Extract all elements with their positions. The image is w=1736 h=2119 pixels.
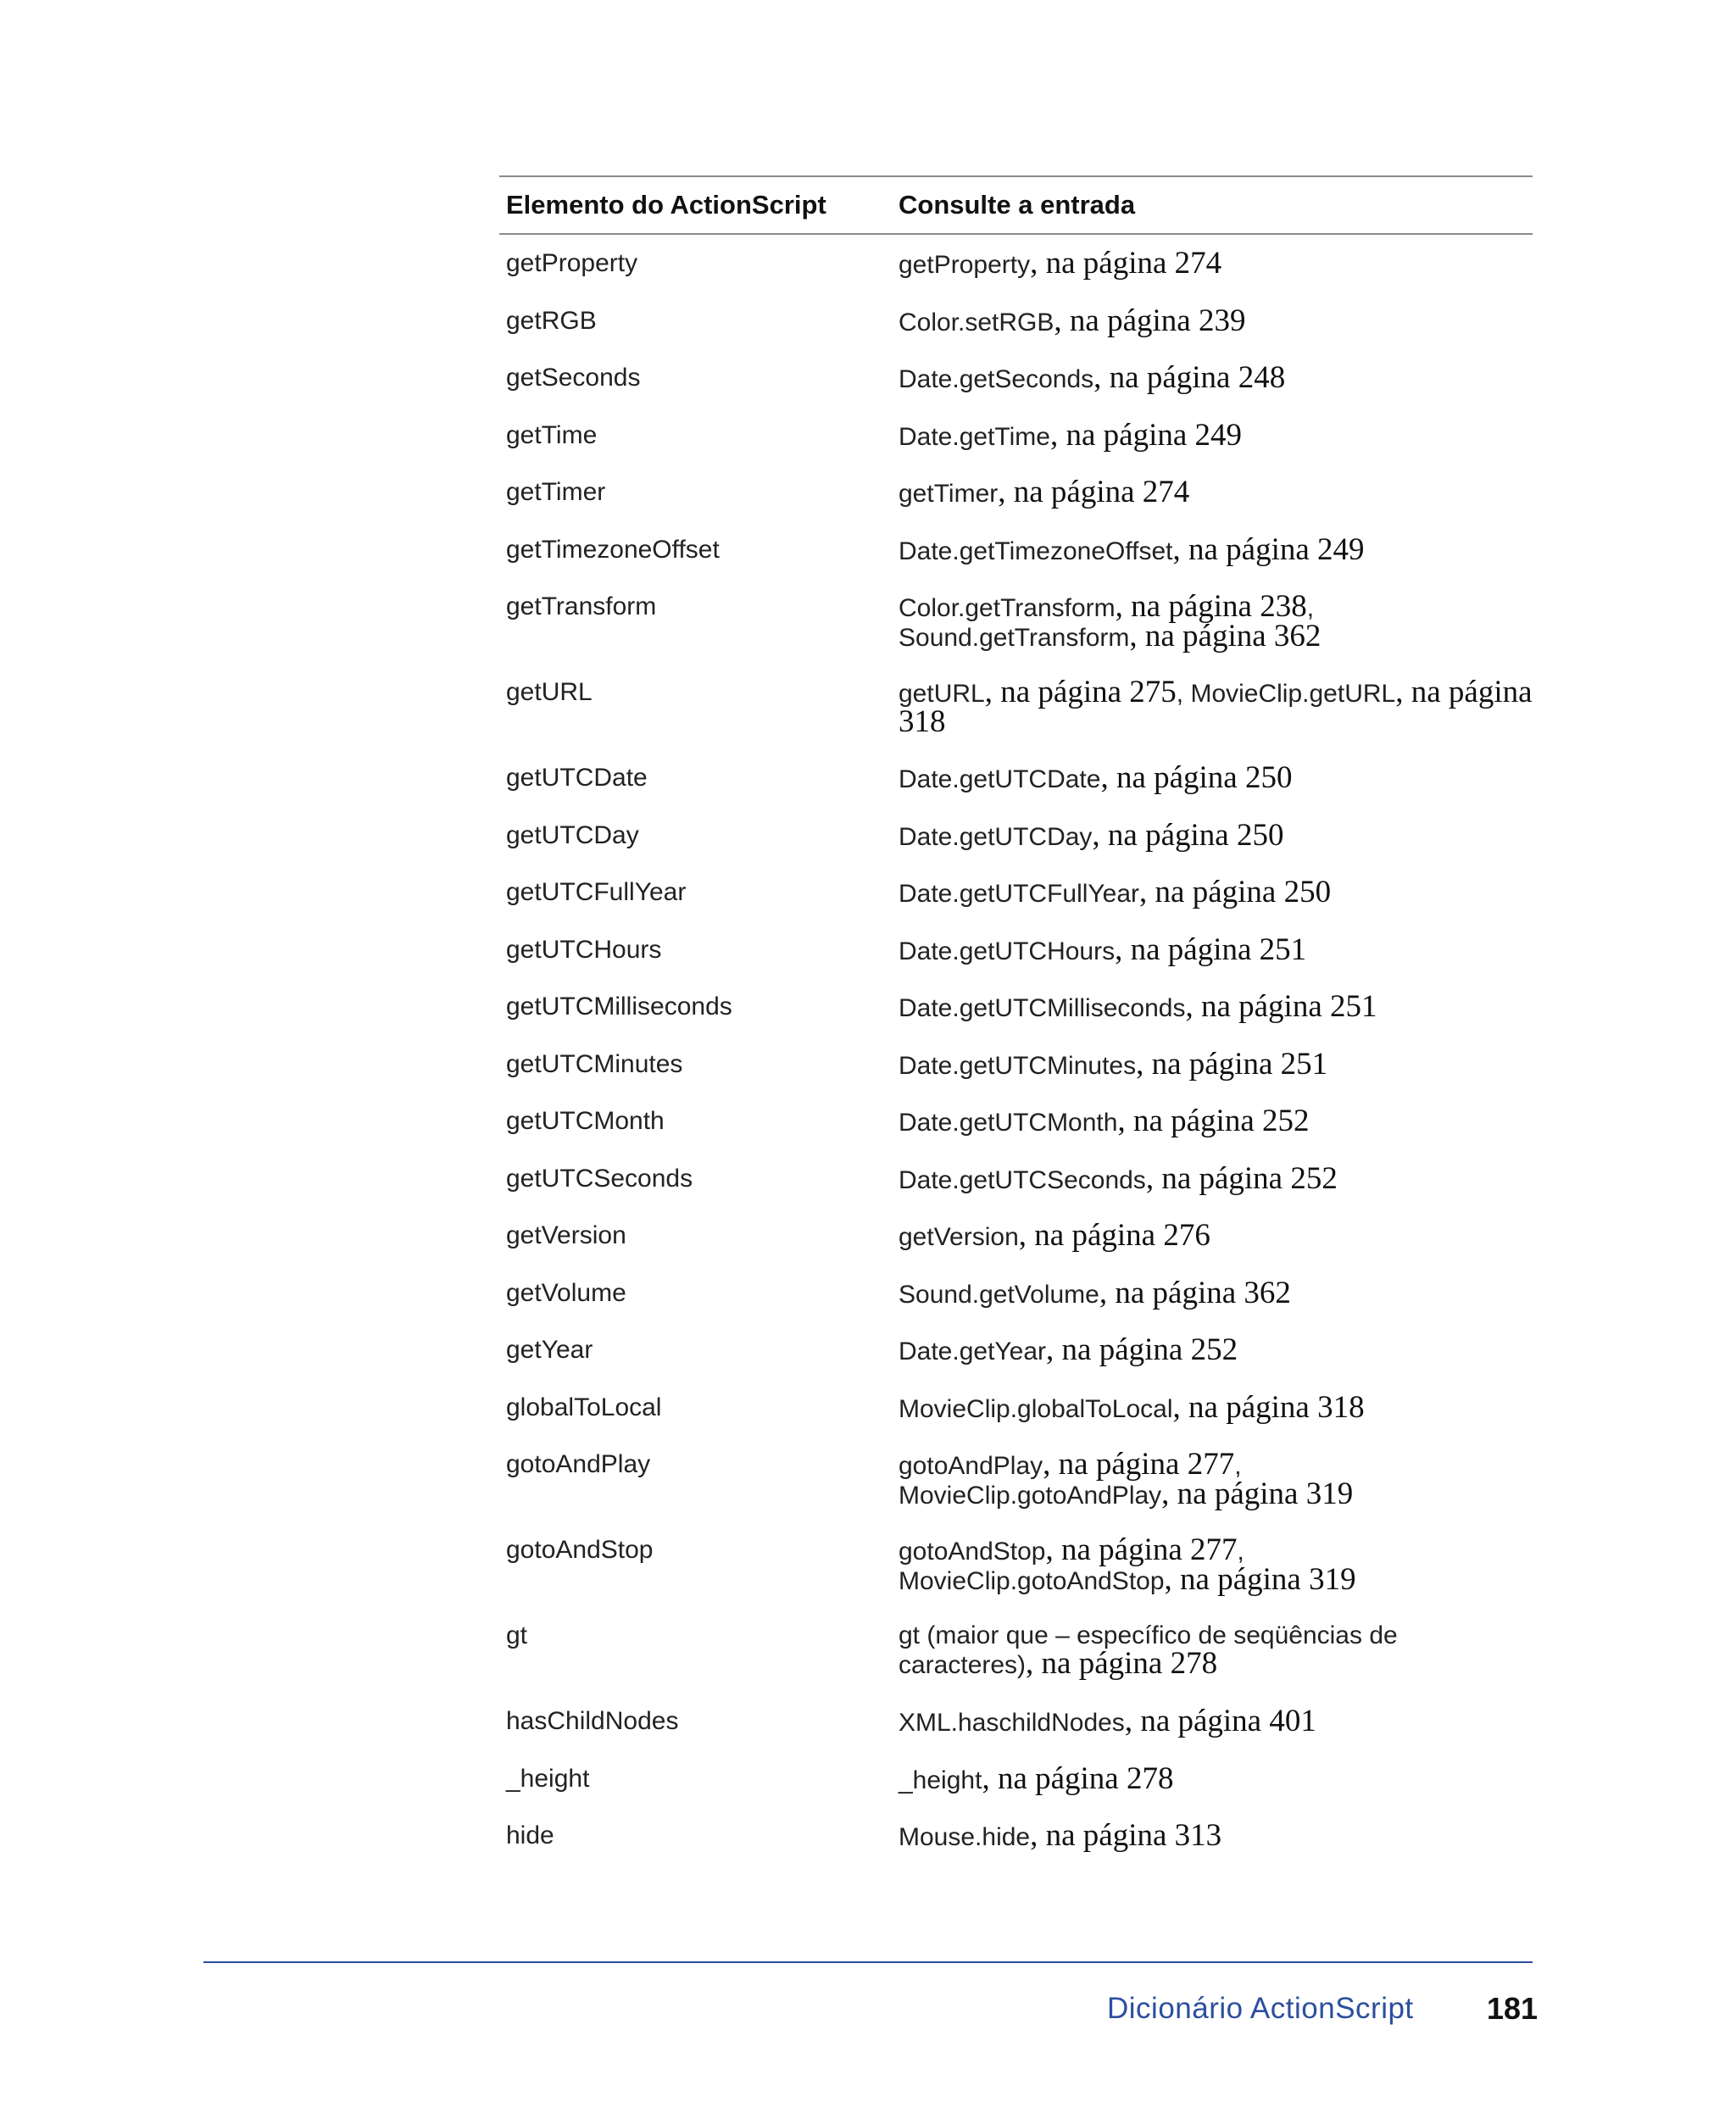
entry-page: , na página 278: [982, 1760, 1174, 1796]
entry-cell: [892, 1389, 1533, 1425]
entry-name: MovieClip.gotoAndPlay: [899, 1482, 1162, 1510]
entry-name: getURL: [899, 680, 985, 708]
entry-name: getProperty: [899, 251, 1031, 279]
table-row: [499, 1321, 1533, 1379]
element-cell: getProperty: [506, 249, 638, 277]
entry-cell: [892, 875, 1533, 909]
entry-page: , na página 239: [1054, 303, 1246, 338]
table-row: [499, 1150, 1533, 1208]
table-row: [499, 1750, 1533, 1808]
element-cell: gotoAndStop: [506, 1536, 654, 1564]
entry-name: MovieClip.gotoAndStop: [899, 1567, 1165, 1595]
entry-name: Date.getUTCHours: [899, 937, 1116, 965]
entry-page: , na página 274: [1030, 246, 1222, 281]
element-cell: getUTCMilliseconds: [506, 993, 732, 1021]
entry-name: getVersion: [899, 1223, 1019, 1251]
entry-name: Date.getTime: [899, 422, 1050, 451]
entry-page: , na página 318: [1172, 1389, 1365, 1425]
table-row: [499, 407, 1533, 464]
entry-cell: [892, 1621, 1533, 1679]
entry-cell: [892, 1275, 1533, 1310]
table-row: [499, 1607, 1533, 1693]
entry-cell: [892, 1532, 1533, 1597]
element-cell: getTransform: [506, 592, 657, 620]
element-cell: getUTCDay: [506, 820, 639, 849]
table-body: [499, 235, 1533, 1865]
table-row: [499, 1807, 1533, 1865]
entry-page: , na página 319: [1161, 1477, 1354, 1511]
table-row: [499, 749, 1533, 807]
entry-name: Date.getUTCFullYear: [899, 880, 1140, 908]
entry-name: Date.getUTCMinutes: [899, 1051, 1137, 1080]
element-cell: _height: [506, 1764, 590, 1793]
entry-name: _height: [899, 1766, 982, 1794]
element-cell: hasChildNodes: [506, 1707, 679, 1735]
entry-name: gotoAndStop: [899, 1538, 1046, 1566]
entry-name: Date.getUTCMilliseconds: [899, 994, 1186, 1022]
entry-page: , na página 401: [1124, 1704, 1316, 1738]
entry-page: , na página 362: [1129, 619, 1321, 653]
entry-name: XML.haschildNodes: [899, 1709, 1125, 1737]
entry-page: , na página 274: [998, 475, 1190, 509]
element-cell: getUTCDate: [506, 764, 648, 792]
entry-page: , na página 251: [1115, 932, 1307, 967]
element-cell: getTimezoneOffset: [506, 535, 720, 564]
entry-cell: [892, 1704, 1533, 1738]
table-row: [499, 349, 1533, 407]
table-row: [499, 1693, 1533, 1750]
entry-name: Date.getTimezoneOffset: [899, 537, 1173, 565]
entry-cell: [892, 360, 1533, 395]
entry-name: Date.getUTCDay: [899, 822, 1093, 851]
page-number: 181: [1487, 1991, 1538, 2026]
entry-page: , na página 251: [1185, 989, 1377, 1024]
entry-name: Date.getSeconds: [899, 365, 1094, 393]
entry-cell: [892, 1160, 1533, 1196]
entry-page: , na página 251: [1136, 1046, 1328, 1082]
entry-cell: [892, 303, 1533, 338]
footer-title: Dicionário ActionScript: [1107, 1992, 1414, 2025]
element-cell: getUTCMonth: [506, 1107, 665, 1135]
entry-cell: [892, 589, 1533, 653]
entry-page: , na página 277: [1045, 1532, 1238, 1567]
entry-cell: [892, 1332, 1533, 1367]
element-cell: getVolume: [506, 1278, 626, 1307]
entry-page: , na página 252: [1117, 1104, 1310, 1138]
entry-page: , na página 250: [1139, 875, 1332, 909]
entry-name: MovieClip.getURL: [1190, 680, 1396, 708]
entry-page: , na página 252: [1145, 1160, 1338, 1196]
entry-cell: [892, 1104, 1533, 1138]
table-row: [499, 292, 1533, 350]
element-cell: getUTCMinutes: [506, 1049, 683, 1078]
entry-page: , na página 276: [1018, 1218, 1210, 1253]
footer-rule: [203, 1961, 1533, 1963]
reference-table: [499, 175, 1533, 1865]
entry-name: MovieClip.globalToLocal: [899, 1394, 1173, 1423]
table-row: [499, 1436, 1533, 1521]
entry-page: , na página 319: [1164, 1562, 1356, 1597]
entry-name: Date.getUTCMonth: [899, 1109, 1118, 1137]
table-row: [499, 1093, 1533, 1150]
table-row: [499, 578, 1533, 664]
entry-name: Date.getYear: [899, 1338, 1047, 1365]
entry-cell: [892, 1760, 1533, 1796]
entry-page: , na página 250: [1100, 760, 1293, 795]
table-row: [499, 807, 1533, 865]
entry-separator: ,: [1306, 594, 1315, 622]
entry-name: Color.setRGB: [899, 308, 1054, 336]
table-row: [499, 978, 1533, 1036]
element-cell: gotoAndPlay: [506, 1450, 651, 1478]
entry-cell: [892, 246, 1533, 281]
entry-cell: [892, 475, 1533, 509]
table-row: [499, 1265, 1533, 1322]
entry-cell: [892, 1046, 1533, 1082]
element-cell: getUTCFullYear: [506, 878, 687, 906]
entry-cell: [892, 1447, 1533, 1511]
table-row: [499, 1379, 1533, 1437]
entry-name: Sound.getTransform: [899, 624, 1130, 652]
element-cell: getUTCHours: [506, 935, 662, 964]
header-element: Elemento do ActionScript: [506, 190, 826, 220]
entry-cell: [892, 760, 1533, 795]
entry-name: Mouse.hide: [899, 1823, 1031, 1851]
table-row: [499, 664, 1533, 749]
entry-cell: [892, 1218, 1533, 1253]
entry-cell: [892, 989, 1533, 1024]
entry-page: , na página 249: [1049, 417, 1243, 453]
entry-page: , na página 275: [984, 675, 1177, 709]
entry-page: , na página 250: [1092, 817, 1284, 853]
entry-page: , na página 318: [899, 675, 1533, 739]
table-row: [499, 521, 1533, 579]
entry-name: gotoAndPlay: [899, 1452, 1043, 1480]
header-entry: Consulte a entrada: [899, 190, 1136, 220]
entry-separator: ,: [1176, 680, 1184, 708]
table-row: [499, 235, 1533, 292]
entry-cell: [892, 531, 1533, 567]
entry-page: , na página 252: [1046, 1332, 1238, 1367]
element-cell: globalToLocal: [506, 1393, 662, 1421]
entry-page: , na página 278: [1026, 1646, 1218, 1681]
entry-page: , na página 313: [1030, 1818, 1222, 1853]
element-cell: getURL: [506, 678, 593, 706]
table-row: [499, 464, 1533, 521]
element-cell: getRGB: [506, 306, 597, 335]
element-cell: getVersion: [506, 1221, 626, 1249]
element-cell: getTimer: [506, 478, 606, 506]
entry-name: Date.getUTCDate: [899, 765, 1101, 793]
entry-name: Date.getUTCSeconds: [899, 1165, 1146, 1194]
table-header-row: [499, 177, 1533, 233]
entry-page: , na página 277: [1043, 1447, 1235, 1482]
entry-cell: [892, 417, 1533, 453]
table-row: [499, 1521, 1533, 1607]
entry-page: , na página 248: [1093, 360, 1286, 395]
entry-cell: [892, 675, 1533, 739]
element-cell: getTime: [506, 420, 598, 449]
entry-page: , na página 362: [1099, 1275, 1291, 1310]
entry-name: Color.getTransform: [899, 594, 1116, 622]
element-cell: gt: [506, 1621, 528, 1649]
entry-name: Sound.getVolume: [899, 1280, 1099, 1309]
entry-page: , na página 249: [1172, 531, 1365, 567]
table-row: [499, 1207, 1533, 1265]
entry-cell: [892, 932, 1533, 967]
table-row: [499, 921, 1533, 979]
element-cell: hide: [506, 1821, 554, 1849]
entry-page: , na página 238: [1115, 589, 1307, 624]
entry-separator: ,: [1234, 1452, 1242, 1480]
entry-name: gt (maior que – específico de seqüências de caracteres): [899, 1621, 1398, 1679]
table-row: [499, 1036, 1533, 1093]
element-cell: getUTCSeconds: [506, 1164, 693, 1193]
entry-separator: ,: [1237, 1538, 1244, 1566]
element-cell: getSeconds: [506, 364, 641, 392]
entry-cell: [892, 1818, 1533, 1853]
table-row: [499, 864, 1533, 921]
entry-cell: [892, 817, 1533, 853]
entry-name: getTimer: [899, 480, 999, 508]
element-cell: getYear: [506, 1336, 593, 1364]
